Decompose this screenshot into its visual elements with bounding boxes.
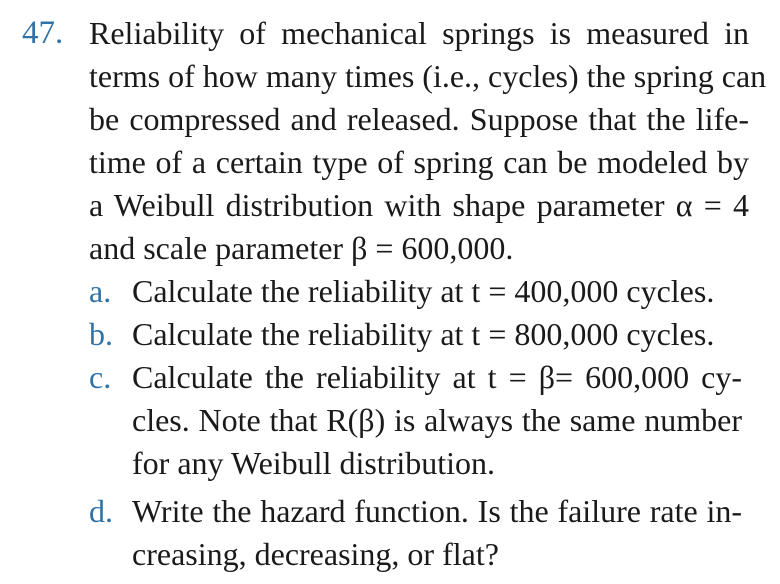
part-d-line-2: creasing, decreasing, or flat?: [132, 536, 499, 572]
problem-number: 47.: [22, 15, 64, 51]
stem-line-6: and scale parameter β = 600,000.: [89, 230, 514, 266]
stem-line-2: terms of how many times (i.e., cycles) the spring can: [89, 58, 767, 94]
part-d-line-1: Write the hazard function. Is the failure rate in-: [132, 493, 742, 529]
part-c-line-3: for any Weibull distribution.: [132, 445, 496, 481]
part-d-label: d.: [89, 493, 113, 529]
part-b-label: b.: [89, 316, 113, 352]
part-a-line-1: Calculate the reliability at t = 400,000 cycles.: [132, 273, 715, 309]
stem-line-4: time of a certain type of spring can be modeled by: [89, 144, 749, 180]
part-c-label: c.: [89, 359, 112, 395]
part-c-line-1: Calculate the reliability at t = β= 600,000 cy-: [132, 359, 742, 395]
part-a-label: a.: [89, 273, 112, 309]
stem-line-3: be compressed and released. Suppose that the life-: [89, 101, 749, 137]
part-c-line-2: cles. Note that R(β) is always the same number: [132, 402, 742, 438]
stem-line-1: Reliability of mechanical springs is measured in: [89, 15, 749, 51]
stem-line-5: a Weibull distribution with shape parameter α = 4: [89, 187, 749, 223]
part-b-line-1: Calculate the reliability at t = 800,000 cycles.: [132, 316, 715, 352]
